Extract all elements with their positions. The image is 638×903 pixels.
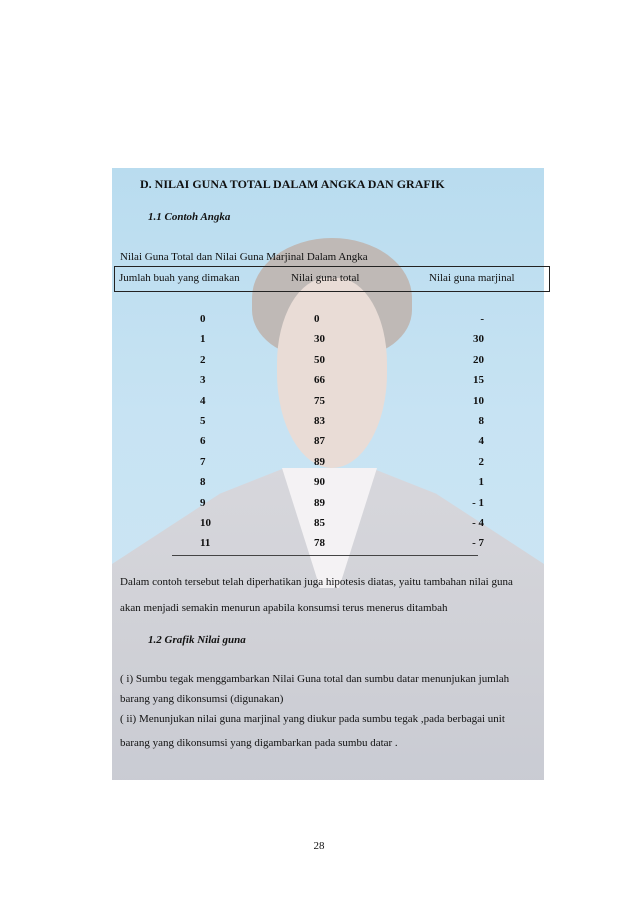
cell-nilai-total: 78 (314, 537, 325, 550)
cell-jumlah: 9 (200, 496, 206, 509)
table-row (0, 395, 638, 415)
cell-nilai-marjinal: 30 (473, 333, 484, 346)
page-number: 28 (313, 840, 325, 852)
cell-jumlah: 6 (200, 435, 206, 448)
cell-nilai-total: 85 (314, 517, 325, 529)
table-header (114, 266, 550, 292)
cell-jumlah: 7 (200, 455, 206, 468)
table-row (0, 476, 638, 496)
table-caption: Nilai Guna Total dan Nilai Guna Marjinal Dalam Angka (120, 251, 368, 263)
cell-nilai-total: 89 (314, 455, 325, 468)
table-row (0, 456, 638, 476)
cell-jumlah: 11 (200, 537, 211, 550)
cell-nilai-total: 83 (314, 415, 325, 427)
subheading-contoh-angka: 1.1 Contoh Angka (148, 211, 231, 223)
cell-jumlah: 4 (200, 394, 206, 407)
cell-nilai-marjinal: 15 (473, 374, 484, 387)
table-row (0, 497, 638, 517)
cell-nilai-marjinal: 10 (473, 394, 484, 407)
cell-nilai-marjinal: - 1 (472, 496, 484, 509)
cell-jumlah: 1 (200, 333, 206, 346)
table-row (0, 517, 638, 537)
paragraph-line: akan menjadi semakin menurun apabila konsumsi terus menerus ditambah (120, 602, 448, 614)
cell-nilai-total: 50 (314, 353, 325, 366)
header-jumlah: Jumlah buah yang dimakan (119, 272, 240, 284)
cell-jumlah: 10 (200, 517, 211, 529)
cell-nilai-marjinal: 2 (478, 455, 484, 468)
paragraph-line: Dalam contoh tersebut telah diperhatikan juga hipotesis diatas, yaitu tambahan nilai guna (120, 576, 513, 588)
paragraph-line: barang yang dikonsumsi (digunakan) (120, 693, 284, 705)
section-heading: D. NILAI GUNA TOTAL DALAM ANGKA DAN GRAFIK (140, 177, 445, 191)
cell-jumlah: 0 (200, 313, 206, 325)
cell-jumlah: 2 (200, 353, 206, 366)
cell-nilai-marjinal: - 7 (472, 537, 484, 550)
table-row (0, 354, 638, 374)
subheading-grafik: 1.2 Grafik Nilai guna (148, 634, 246, 646)
cell-nilai-total: 75 (314, 394, 325, 407)
cell-nilai-total: 90 (314, 476, 325, 489)
cell-jumlah: 5 (200, 415, 206, 427)
cell-nilai-total: 30 (314, 333, 325, 346)
table-row (0, 435, 638, 455)
paragraph-line: ( ii) Menunjukan nilai guna marjinal yang diukur pada sumbu tegak ,pada berbagai unit (120, 713, 505, 725)
paragraph-line: barang yang dikonsumsi yang digambarkan pada sumbu datar . (120, 737, 398, 749)
cell-jumlah: 8 (200, 476, 206, 489)
table-row (0, 333, 638, 353)
header-nilai-marjinal: Nilai guna marjinal (429, 272, 515, 284)
cell-nilai-total: 66 (314, 374, 325, 387)
table-row (0, 313, 638, 333)
cell-nilai-total: 89 (314, 496, 325, 509)
cell-nilai-total: 0 (314, 313, 320, 325)
table-row (0, 374, 638, 394)
cell-nilai-marjinal: 4 (478, 435, 484, 448)
cell-nilai-marjinal: - 4 (472, 517, 484, 529)
cell-nilai-marjinal: 8 (478, 415, 484, 427)
cell-nilai-marjinal: - (480, 313, 484, 325)
table-row (0, 415, 638, 435)
table-bottom-rule (172, 555, 478, 556)
cell-nilai-marjinal: 1 (478, 476, 484, 489)
cell-jumlah: 3 (200, 374, 206, 387)
header-nilai-total: Nilai guna total (291, 272, 360, 284)
cell-nilai-total: 87 (314, 435, 325, 448)
cell-nilai-marjinal: 20 (473, 353, 484, 366)
paragraph-line: ( i) Sumbu tegak menggambarkan Nilai Guna total dan sumbu datar menunjukan jumlah (120, 673, 510, 685)
